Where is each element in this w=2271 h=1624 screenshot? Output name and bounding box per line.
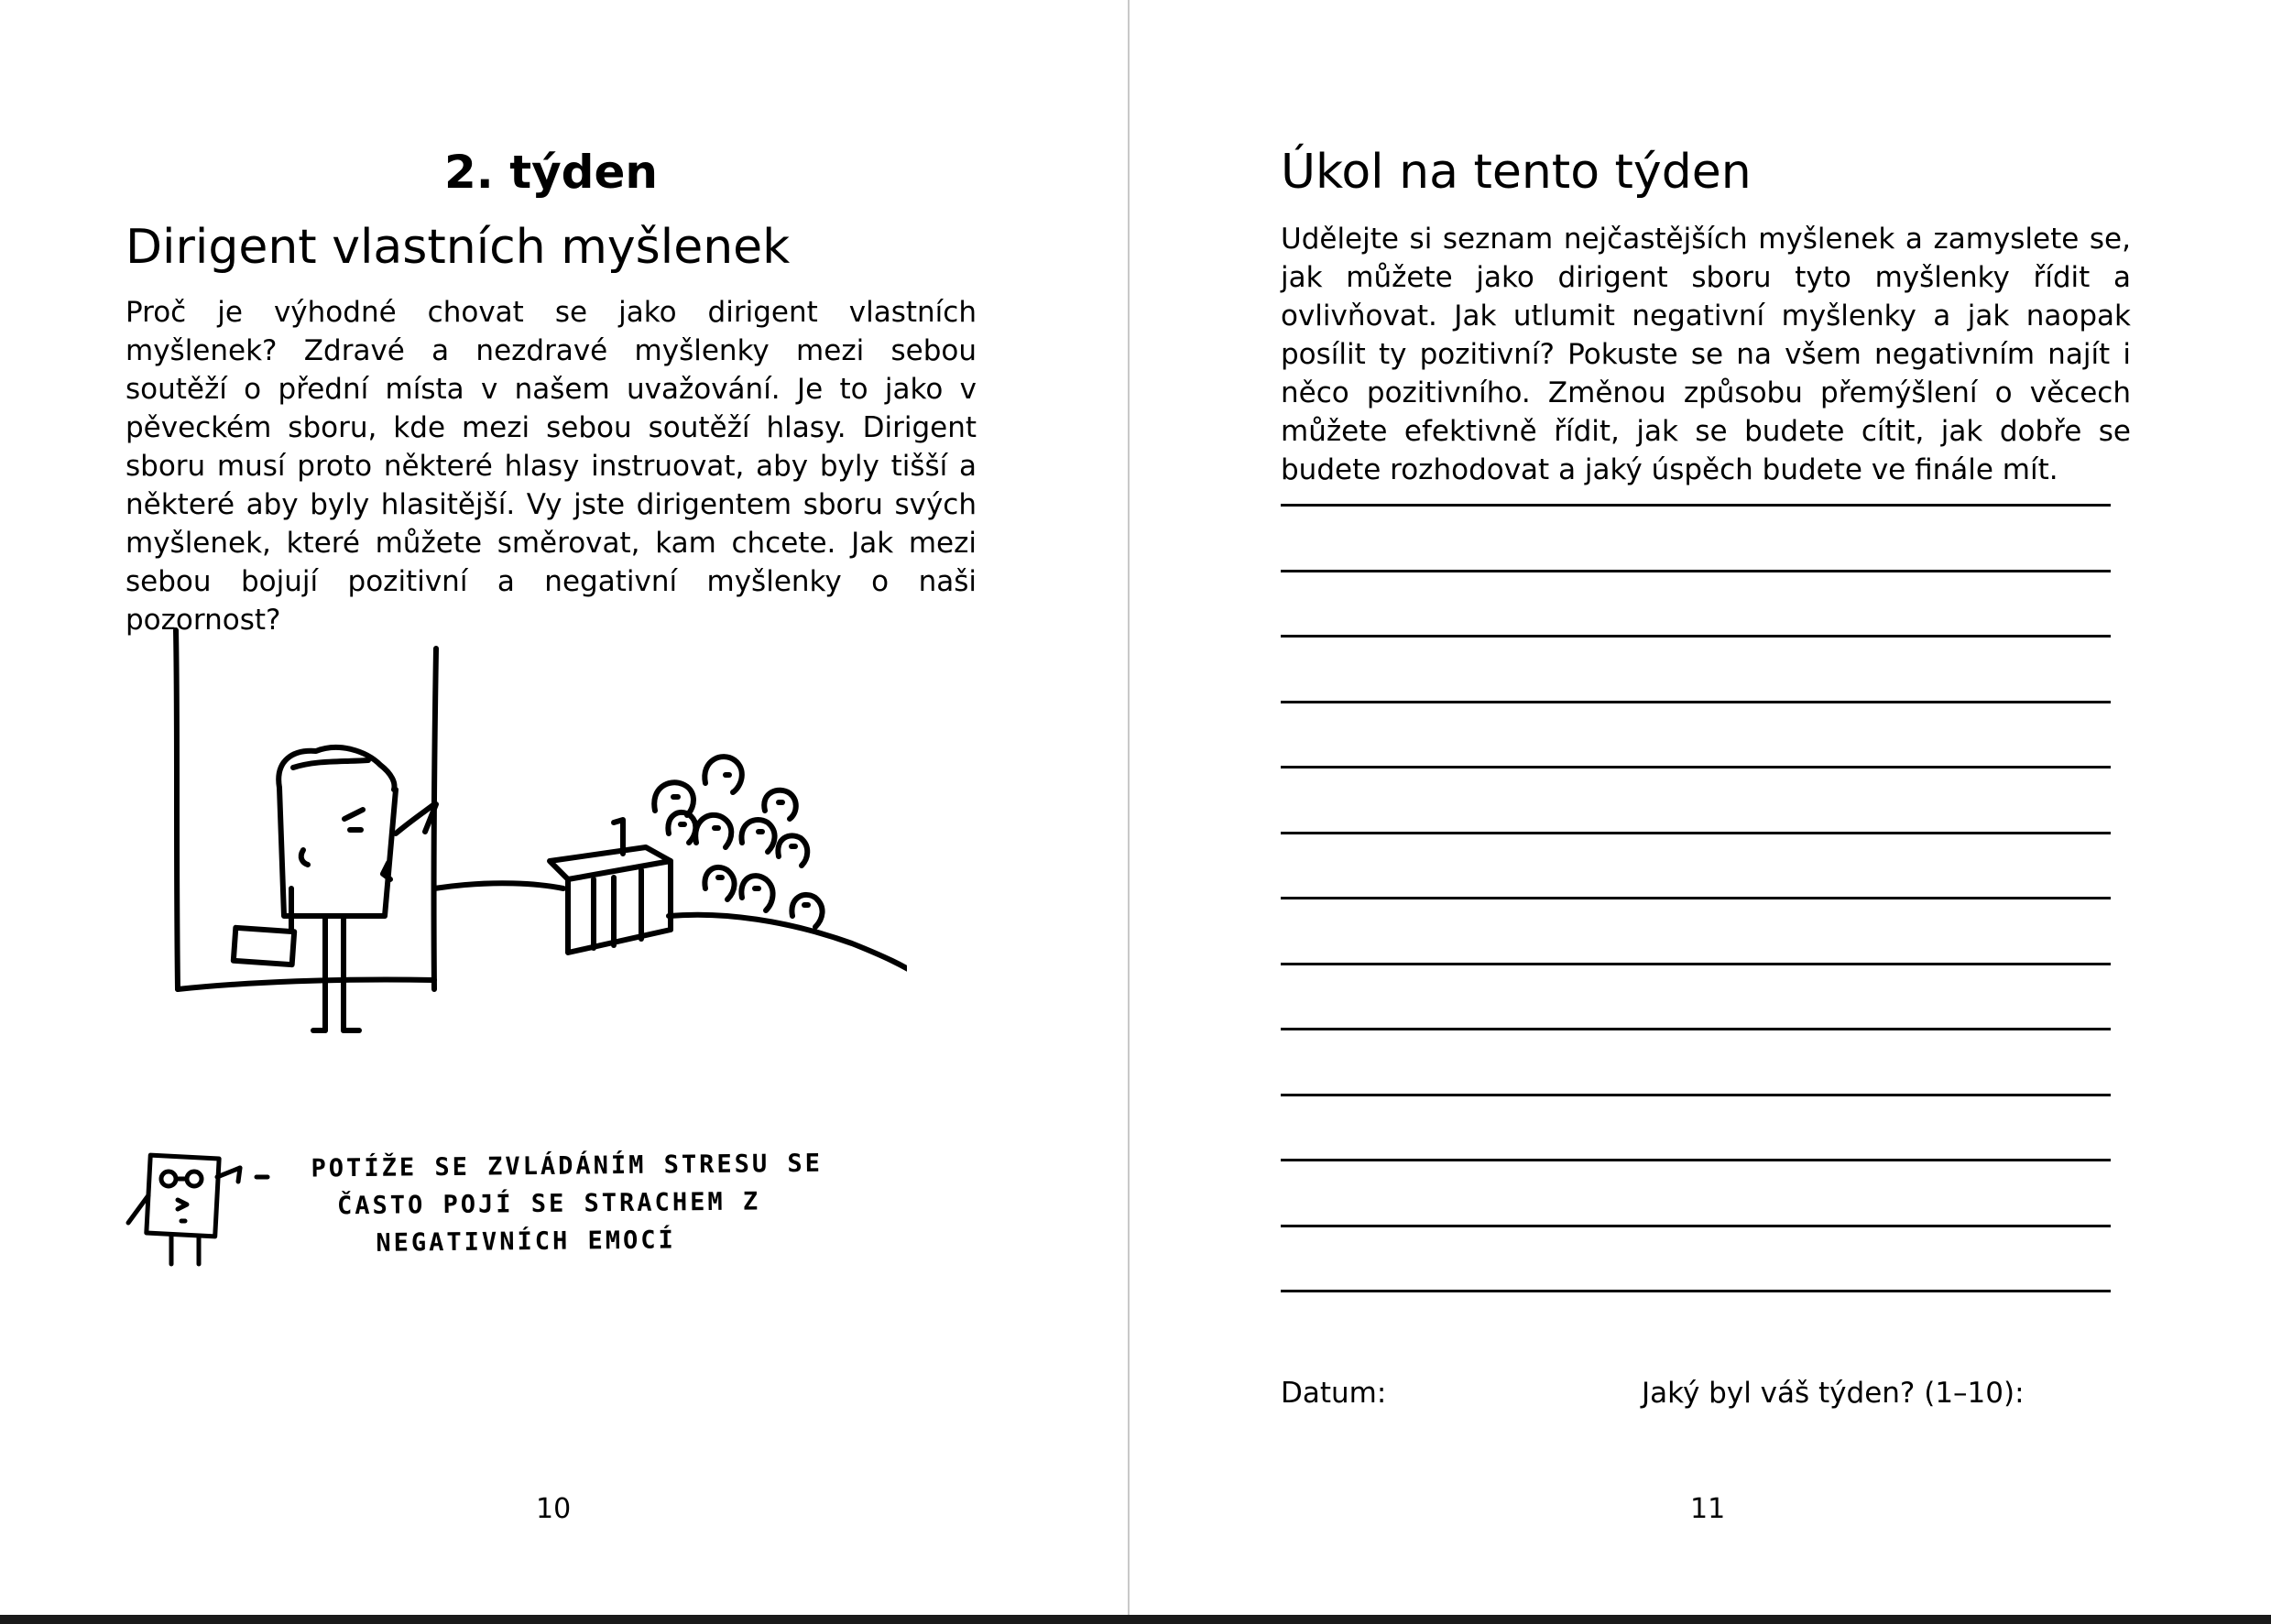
writing-line[interactable] [1281, 832, 2111, 834]
date-label: Datum: [1281, 1377, 1387, 1410]
page-number: 10 [536, 1493, 572, 1525]
writing-line[interactable] [1281, 1290, 2111, 1292]
page-gutter [1128, 0, 1130, 1615]
writing-line[interactable] [1281, 766, 2111, 768]
chapter-title: Dirigent vlastních myšlenek [126, 220, 791, 275]
viewer-bottom-bar [0, 1615, 2271, 1624]
writing-line[interactable] [1281, 1028, 2111, 1030]
writing-line[interactable] [1281, 570, 2111, 572]
week-title: 2. týden [444, 146, 658, 199]
note-line-2: ČASTO POJÍ SE STRACHEM Z [336, 1187, 761, 1221]
page-number: 11 [1690, 1493, 1726, 1525]
handwritten-note [311, 1143, 934, 1262]
intro-paragraph: Proč je výhodné chovat se jako dirigent vlastních myšlenek? Zdravé a nezdravé myšlenky mezi sebou soutěží o přední místa v našem uvažování. Je to jako v pěveckém sboru, kde mezi sebou soutěží hlasy. Dirigent sboru musí proto některé hlasy instruovat, aby byly tišší a některé aby byly hlasitější. Vy jste dirigentem sboru svých myšlenek, které můžete směrovat, kam chcete. Jak mezi sebou bojují pozitivní a negativní myšlenky o naši pozornost? [126, 296, 977, 637]
writing-line[interactable] [1281, 963, 2111, 965]
note-line-3: NEGATIVNÍCH EMOCÍ [376, 1226, 676, 1258]
writing-line[interactable] [1281, 1094, 2111, 1096]
writing-line[interactable] [1281, 701, 2111, 703]
week-rating-label: Jaký byl váš týden? (1–10): [1642, 1377, 2025, 1410]
writing-line[interactable] [1281, 504, 2111, 507]
mini-book-character-icon [121, 1150, 286, 1269]
left-page [0, 0, 1128, 1615]
writing-lines[interactable] [1281, 485, 2111, 1310]
task-paragraph: Udělejte si seznam nejčastějších myšlenek a zamyslete se, jak můžete jako dirigent sboru tyto myšlenky řídit a ovlivňovat. Jak utlumit negativní myšlenky a jak naopak posílit ty pozitivní? Pokuste se na všem negativním najít i něco pozitivního. Změnou způsobu přemýšlení o věcech můžete efektivně řídit, jak se budete cítit, jak dobře se budete rozhodovat a jaký úspěch budete ve finále mít. [1281, 223, 2131, 486]
conductor-illustration [156, 614, 907, 1035]
writing-line[interactable] [1281, 635, 2111, 638]
writing-line[interactable] [1281, 1225, 2111, 1227]
note-line-1: POTÍŽE SE ZVLÁDÁNÍM STRESU SE [311, 1149, 824, 1183]
writing-line[interactable] [1281, 1159, 2111, 1161]
task-title: Úkol na tento týden [1281, 145, 1752, 200]
writing-line[interactable] [1281, 897, 2111, 899]
right-page [1130, 0, 2271, 1615]
